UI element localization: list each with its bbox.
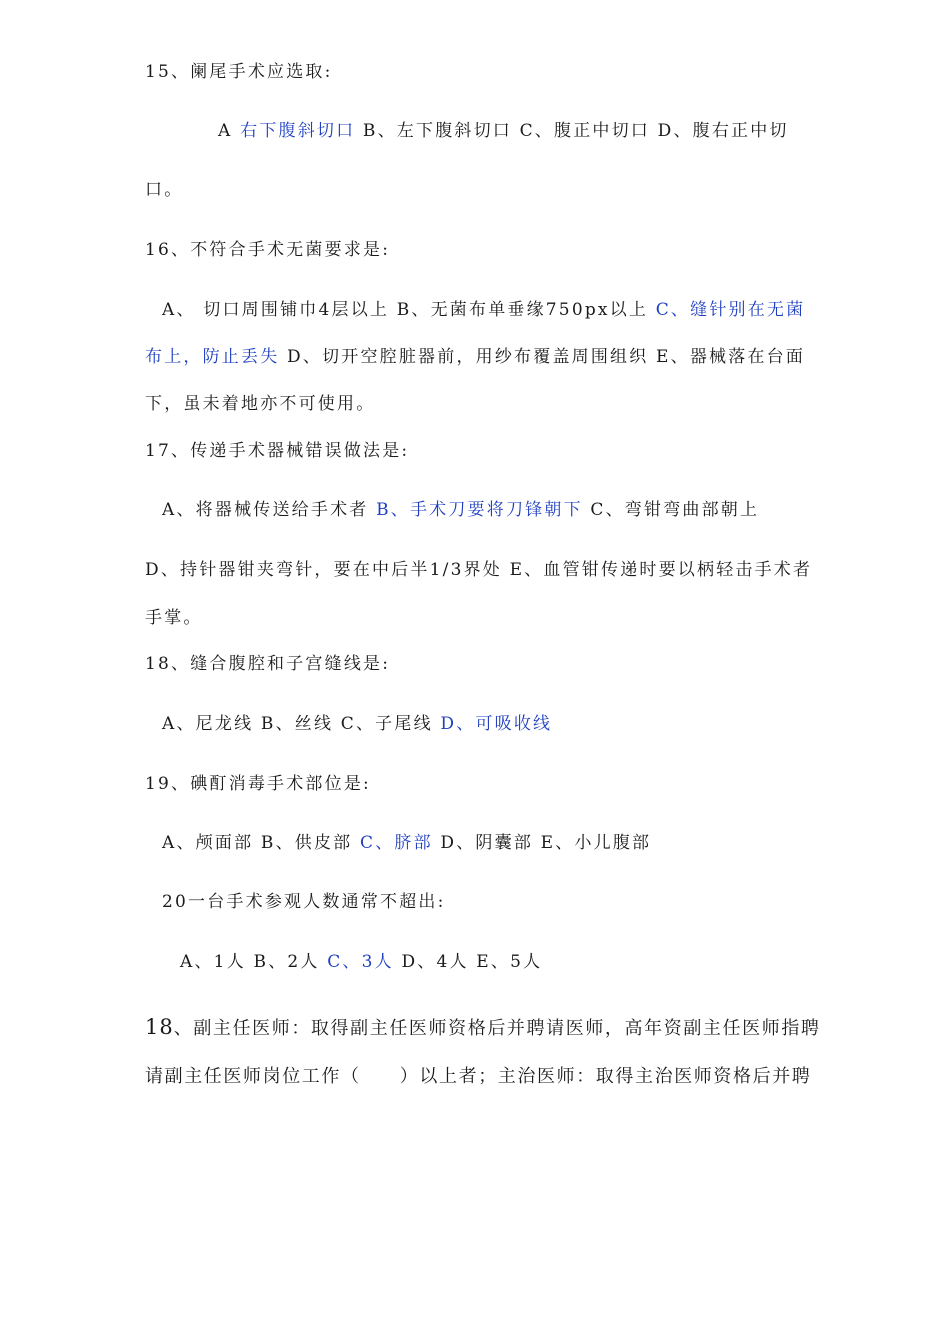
question-17-stem: 17、传递手术器械错误做法是: — [145, 441, 410, 461]
question-20-options — [180, 954, 542, 971]
question-18-options — [162, 716, 552, 733]
q17-answer: B、手术刀要将刀锋朝下 — [376, 500, 583, 520]
q16-options-prefix: A、 切口周围铺巾4层以上 B、无菌布单垂缘750px以上 — [162, 300, 656, 320]
q20-answer: C、3人 — [327, 952, 394, 972]
q19-options-prefix: A、颅面部 B、供皮部 — [162, 833, 360, 853]
q18-options-prefix: A、尼龙线 B、丝线 C、子尾线 — [162, 714, 441, 734]
question-18-stem: 18、缝合腹腔和子宫缝线是: — [145, 654, 391, 674]
question-16-options-line2 — [145, 349, 805, 366]
q17-options-prefix: A、将器械传送给手术者 — [162, 500, 377, 520]
section-item-18-text1: 、副主任医师：取得副主任医师资格后并聘请医师，高年资副主任医师指聘 — [173, 1018, 821, 1039]
section-item-18-line2: 请副主任医师岗位工作（ ）以上者；主治医师：取得主治医师资格后并聘 — [145, 1066, 812, 1087]
question-16-stem: 16、不符合手术无菌要求是: — [145, 240, 391, 260]
section-item-18-number: 18 — [145, 1015, 174, 1039]
question-20-stem: 20一台手术参观人数通常不超出: — [162, 892, 446, 912]
q20-options-rest: D、4人 E、5人 — [393, 952, 543, 972]
question-17-options-line2: D、持针器钳夹弯针，要在中后半1/3界处 E、血管钳传递时要以柄轻击手术者 — [145, 560, 813, 580]
q15-other-options: B、左下腹斜切口 C、腹正中切口 D、腹右正中切 — [355, 121, 789, 141]
q15-option-a-prefix: A — [218, 121, 241, 141]
question-16-options-line3: 下，虽未着地亦不可使用。 — [145, 394, 376, 414]
question-19-options — [162, 835, 651, 852]
q17-options-rest: C、弯钳弯曲部朝上 — [582, 500, 760, 520]
q16-options-rest: D、切开空腔脏器前，用纱布覆盖周围组织 E、器械落在台面 — [279, 347, 806, 367]
q20-options-prefix: A、1人 B、2人 — [180, 952, 328, 972]
question-15-options-cont: 口。 — [145, 180, 184, 200]
q16-answer-part1: C、缝针别在无菌 — [655, 300, 806, 320]
section-item-18-line1 — [145, 1017, 821, 1038]
question-19-stem: 19、碘酊消毒手术部位是: — [145, 774, 371, 794]
question-17-options-line3: 手掌。 — [145, 608, 203, 628]
question-15-stem: 15、阑尾手术应选取: — [145, 62, 333, 82]
q19-options-rest: D、阴囊部 E、小儿腹部 — [432, 833, 652, 853]
question-15-options — [218, 123, 789, 140]
question-16-options-line1 — [162, 302, 805, 319]
question-17-options-line1 — [162, 502, 759, 519]
q15-answer: 右下腹斜切口 — [240, 121, 356, 141]
q18-answer: D、可吸收线 — [440, 714, 553, 734]
q16-answer-part2: 布上，防止丢失 — [145, 347, 280, 367]
q19-answer: C、脐部 — [359, 833, 433, 853]
